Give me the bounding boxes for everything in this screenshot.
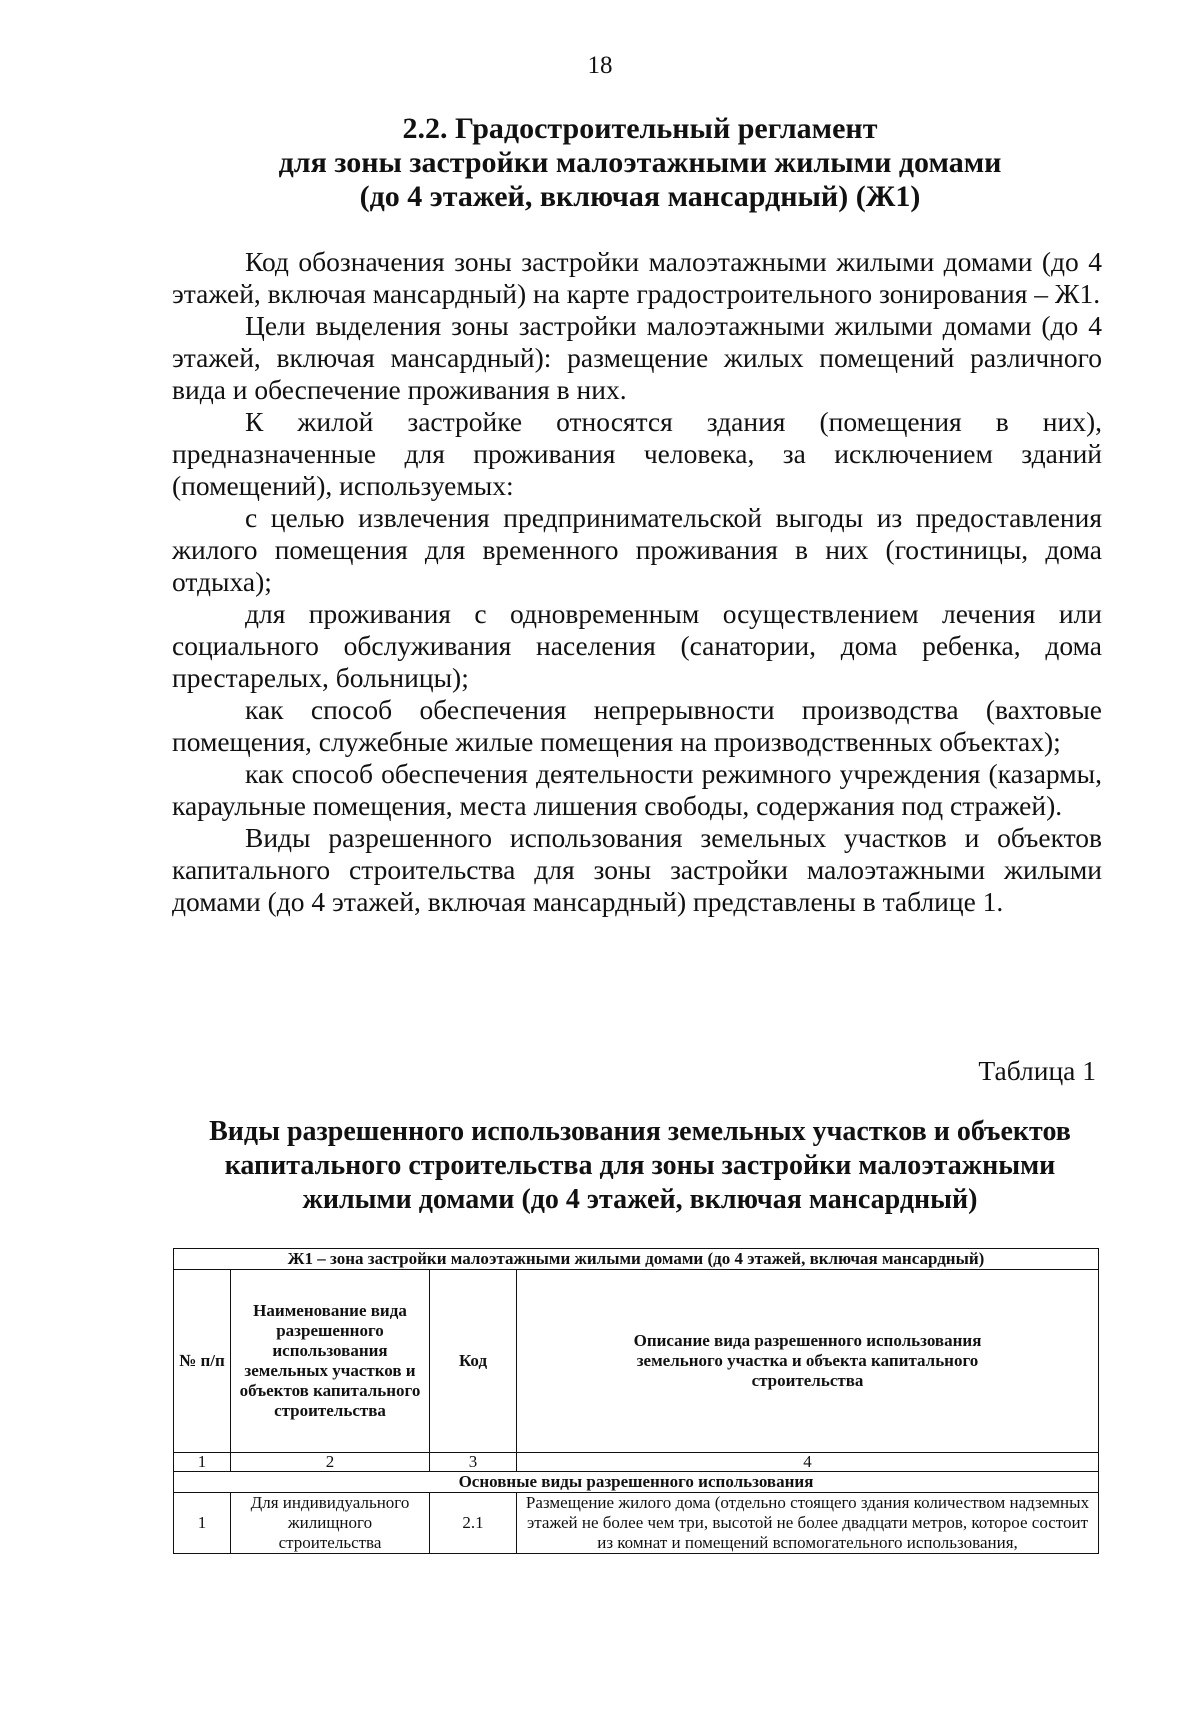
paragraph: Код обозначения зоны застройки малоэтажными жилыми домами (до 4 этажей, включая мансардный) на карте градостроительного зонирования – Ж1. (172, 246, 1102, 309)
section-title (150, 112, 1130, 214)
row-code: 2.1 (430, 1493, 517, 1554)
section-title-line: для зоны застройки малоэтажными жилыми домами (278, 146, 1002, 179)
paragraph: Цели выделения зоны застройки малоэтажными жилыми домами (до 4 этажей, включая мансардный): размещение жилых помещений различного вида и обеспечение проживания в них. (172, 310, 1102, 405)
paragraph: Виды разрешенного использования земельных участков и объектов капитального строительства для зоны застройки малоэтажными жилыми домами (до 4 этажей, включая мансардный) представлены в таблице 1. (172, 822, 1102, 917)
column-header-number: № п/п (174, 1270, 231, 1453)
column-header-description: Описание вида разрешенного использования земельного участка и объекта капитального строительства (517, 1270, 1099, 1453)
column-number: 2 (231, 1453, 430, 1472)
table-title-line: Виды разрешенного использования земельных участков и объектов (209, 1116, 1071, 1147)
row-description: Размещение жилого дома (отдельно стоящего здания количеством надземных этажей не более чем три, высотой не более двадцати метров, которое состоит из комнат и помещений вспомогательного использования, (517, 1493, 1099, 1554)
zone-header: Ж1 – зона застройки малоэтажными жилыми домами (до 4 этажей, включая мансардный) (174, 1249, 1099, 1270)
paragraph: как способ обеспечения непрерывности производства (вахтовые помещения, служебные жилые помещения на производственных объектах); (172, 694, 1102, 757)
section-title-line: 2.2. Градостроительный регламент (402, 112, 878, 145)
column-header-name: Наименование вида разрешенного использования земельных участков и объектов капитального строительства (231, 1270, 430, 1453)
regulation-table (173, 1248, 1099, 1554)
column-header-code: Код (430, 1270, 517, 1453)
row-name: Для индивидуального жилищного строительства (231, 1493, 430, 1554)
zone-header-row (174, 1249, 1099, 1270)
column-number: 3 (430, 1453, 517, 1472)
table-label: Таблица 1 (978, 1055, 1096, 1086)
table-title (150, 1115, 1130, 1217)
section-title-line: (до 4 этажей, включая мансардный) (Ж1) (359, 180, 921, 213)
page-number: 18 (587, 52, 613, 79)
table-title-line: жилыми домами (до 4 этажей, включая мансардный) (302, 1184, 978, 1215)
table-row (174, 1493, 1099, 1554)
column-header-row (174, 1270, 1099, 1453)
paragraph: с целью извлечения предпринимательской выгоды из предоставления жилого помещения для временного проживания в них (гостиницы, дома отдыха); (172, 502, 1102, 597)
body-text (172, 246, 1102, 918)
group-header: Основные виды разрешенного использования (174, 1472, 1099, 1493)
row-number: 1 (174, 1493, 231, 1554)
table-title-line: капитального строительства для зоны застройки малоэтажными (224, 1150, 1056, 1181)
paragraph: как способ обеспечения деятельности режимного учреждения (казармы, караульные помещения, места лишения свободы, содержания под стражей). (172, 758, 1102, 821)
column-number: 1 (174, 1453, 231, 1472)
paragraph: для проживания с одновременным осуществлением лечения или социального обслуживания населения (санатории, дома ребенка, дома престарелых, больницы); (172, 598, 1102, 693)
column-number-row (174, 1453, 1099, 1472)
group-header-row (174, 1472, 1099, 1493)
paragraph: К жилой застройке относятся здания (помещения в них), предназначенные для проживания человека, за исключением зданий (помещений), используемых: (172, 406, 1102, 501)
column-number: 4 (517, 1453, 1099, 1472)
